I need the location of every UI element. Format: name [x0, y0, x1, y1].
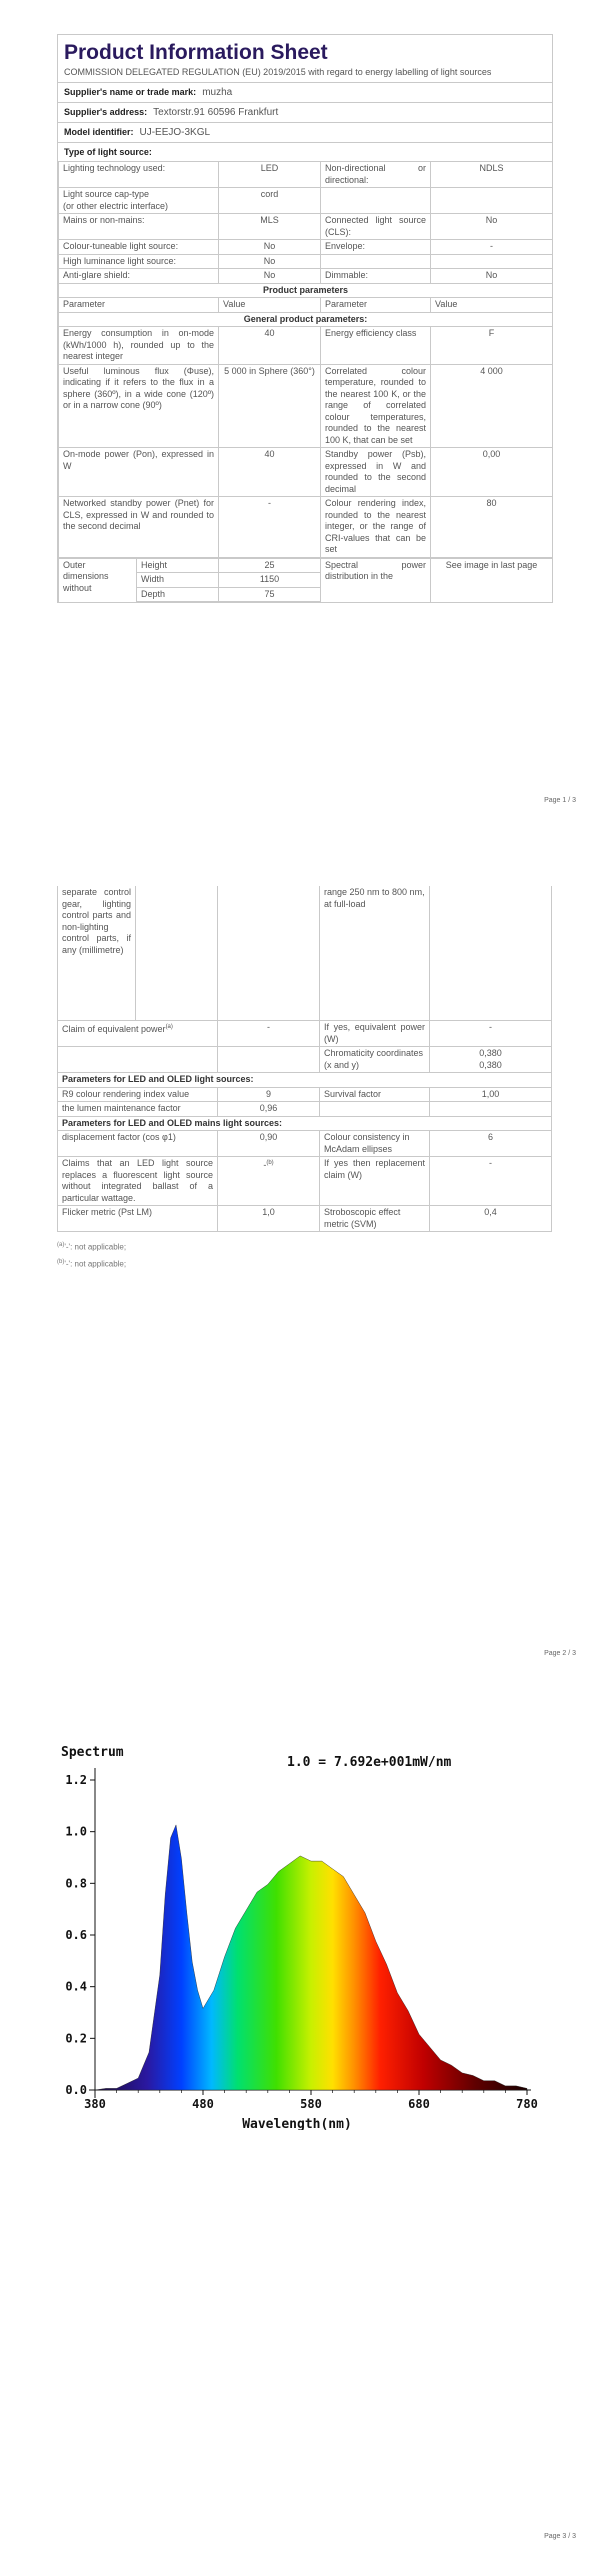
general-param-value: - [219, 497, 321, 558]
type-param-label: Lighting technology used: [59, 162, 219, 188]
model-value: UJ-EEJO-3KGL [139, 127, 211, 138]
product-parameters-heading: Product parameters [59, 283, 553, 298]
type-param-value-2 [431, 188, 553, 214]
type-param-label-2: Dimmable: [321, 269, 431, 284]
general-param-label-2: Colour rendering index, rounded to the nearest integer, or the range of CRI-values that can be set [321, 497, 431, 558]
col-value-2: Value [431, 298, 553, 313]
stroboscopic-label: Stroboscopic effect metric (SVM) [320, 1206, 430, 1232]
equivalent-power-value: - [218, 1021, 320, 1047]
empty-cell [218, 1047, 320, 1073]
chromaticity-value [430, 1047, 552, 1073]
general-param-value-2: 80 [431, 497, 553, 558]
x-tick-label: 680 [408, 2097, 430, 2111]
type-param-label: Anti-glare shield: [59, 269, 219, 284]
y-tick-label: 0.6 [65, 1928, 87, 1942]
info-sheet [57, 34, 553, 603]
footnote-mark-b: (b) [266, 1160, 274, 1166]
type-row [59, 214, 553, 240]
general-param-value-2: 4 000 [431, 364, 553, 448]
claims-value [218, 1157, 320, 1206]
supplier-address-value: Textorstr.91 60596 Frankfurt [153, 107, 279, 118]
stroboscopic-value: 0,4 [430, 1206, 552, 1232]
type-heading [58, 142, 552, 161]
general-param-label: Useful luminous flux (Φuse), indicating if it refers to the flux in a sphere (360º), in a wide cone (120º) or in a narrow cone (90º) [59, 364, 219, 448]
type-label: Type of light source: [64, 147, 152, 157]
y-tick-label: 0.2 [65, 2031, 87, 2046]
chart-title: Spectrum [61, 1745, 124, 1760]
type-param-label-2 [321, 188, 431, 214]
dimensions-table [58, 558, 553, 603]
empty-cell [58, 1047, 218, 1073]
y-tick-label: 0.0 [65, 2083, 87, 2097]
footnote-a-mark: (a) [57, 1242, 65, 1248]
type-param-label-2: Envelope: [321, 240, 431, 255]
equivalent-yes-label: If yes, equivalent power (W) [320, 1021, 430, 1047]
outer-dimensions-cont: separate control gear, lighting control parts and non-lighting control parts, if any (millimetre) [58, 886, 136, 1021]
spectral-value: See image in last page [431, 558, 553, 602]
type-param-value-2: NDLS [431, 162, 553, 188]
footnote-mark-a: (a) [165, 1024, 173, 1030]
lumen-value: 0,96 [218, 1102, 320, 1117]
type-row [59, 269, 553, 284]
general-param-row [59, 327, 553, 365]
empty-cell [218, 886, 320, 1021]
regulation-text: COMMISSION DELEGATED REGULATION (EU) 2019/2015 with regard to energy labelling of light sources [64, 67, 492, 77]
replacement-label: If yes then replacement claim (W) [320, 1157, 430, 1206]
empty-cell [320, 1102, 430, 1117]
page-2 [0, 870, 604, 1690]
dim-width-label: Width [137, 573, 219, 588]
model-row [58, 122, 552, 142]
general-param-label: On-mode power (Pon), expressed in W [59, 448, 219, 497]
type-param-value-2: No [431, 214, 553, 240]
model-label: Model identifier: [64, 127, 134, 137]
dim-height-label: Height [137, 558, 219, 573]
footnote-a-text: '-': not applicable; [64, 1242, 127, 1252]
replacement-value: - [430, 1157, 552, 1206]
supplier-address-row [58, 102, 552, 122]
supplier-name-label: Supplier's name or trade mark: [64, 87, 197, 97]
r9-value: 9 [218, 1087, 320, 1102]
page-footer-1: Page 1 / 3 [544, 797, 576, 804]
supplier-name-value: muzha [202, 87, 233, 98]
lumen-label: the lumen maintenance factor [58, 1102, 218, 1117]
chart-annotation: 1.0 = 7.692e+001mW/nm [287, 1755, 452, 1770]
footnotes [57, 1238, 551, 1271]
type-row [59, 240, 553, 255]
footnote-b-mark: (b) [57, 1258, 65, 1265]
footnote-a [57, 1238, 551, 1255]
footnote-b-text: '-': not applicable; [64, 1259, 127, 1269]
survival-label: Survival factor [320, 1087, 430, 1102]
general-parameters-heading: General product parameters: [59, 312, 553, 327]
type-param-value: No [219, 240, 321, 255]
x-tick-label: 480 [192, 2097, 214, 2111]
r9-label: R9 colour rendering index value [58, 1087, 218, 1102]
equivalent-power-claim [58, 1021, 218, 1047]
type-row [59, 188, 553, 214]
type-param-value-2: No [431, 269, 553, 284]
y-tick-label: 1.0 [65, 1824, 87, 1839]
spectral-label: Spectral power distribution in the [321, 558, 431, 602]
general-param-row [59, 497, 553, 558]
x-tick-label: 780 [516, 2097, 538, 2111]
y-tick-label: 0.8 [65, 1876, 87, 1891]
type-row [59, 254, 553, 269]
type-row [59, 162, 553, 188]
col-value: Value [219, 298, 321, 313]
general-param-label-2: Standby power (Psb), expressed in W and rounded to the second decimal [321, 448, 431, 497]
general-param-value: 40 [219, 448, 321, 497]
col-parameter-2: Parameter [321, 298, 431, 313]
survival-value: 1,00 [430, 1087, 552, 1102]
flicker-label: Flicker metric (Pst LM) [58, 1206, 218, 1232]
general-param-value-2: F [431, 327, 553, 365]
supplier-address-label: Supplier's address: [64, 107, 148, 117]
col-parameter: Parameter [59, 298, 219, 313]
y-tick-label: 1.2 [65, 1773, 87, 1787]
claims-value-text: - [263, 1160, 267, 1170]
type-param-value: LED [219, 162, 321, 188]
empty-cell [430, 886, 552, 1021]
page-title: Product Information Sheet [64, 41, 328, 64]
x-tick-label: 380 [84, 2097, 106, 2111]
type-param-label: Mains or non-mains: [59, 214, 219, 240]
type-param-value: cord [219, 188, 321, 214]
led-parameters-heading: Parameters for LED and OLED light sources: [58, 1073, 552, 1088]
type-param-value: No [219, 254, 321, 269]
displacement-value: 0,90 [218, 1131, 320, 1157]
displacement-label: displacement factor (cos φ1) [58, 1131, 218, 1157]
page-footer-3: Page 3 / 3 [544, 2533, 576, 2540]
type-param-label-2 [321, 254, 431, 269]
parameters-table [58, 161, 553, 558]
page-3 [0, 1740, 604, 2560]
equivalent-power-label: Claim of equivalent power [62, 1024, 166, 1034]
type-param-label-2: Non-directional or directional: [321, 162, 431, 188]
dim-depth-label: Depth [137, 587, 219, 602]
general-param-value-2: 0,00 [431, 448, 553, 497]
dim-depth-value: 75 [219, 587, 321, 602]
flicker-value: 1,0 [218, 1206, 320, 1232]
y-tick-label: 0.4 [65, 1979, 87, 1994]
chromaticity-x: 0,380 [479, 1048, 502, 1058]
general-param-label-2: Energy efficiency class [321, 327, 431, 365]
outer-dimensions-label: Outer dimensions without [59, 558, 137, 602]
spectrum-chart [57, 1740, 551, 2130]
type-param-value-2: - [431, 240, 553, 255]
general-param-row [59, 448, 553, 497]
type-param-label-2: Connected light source (CLS): [321, 214, 431, 240]
general-param-value: 5 000 in Sphere (360°) [219, 364, 321, 448]
equivalent-yes-value: - [430, 1021, 552, 1047]
x-axis-label: Wavelength(nm) [242, 2117, 352, 2130]
dim-height-value: 25 [219, 558, 321, 573]
chromaticity-label: Chromaticity coordinates (x and y) [320, 1047, 430, 1073]
spectral-cont: range 250 nm to 800 nm, at full-load [320, 886, 430, 1021]
empty-cell [430, 1102, 552, 1117]
consistency-label: Colour consistency in McAdam ellipses [320, 1131, 430, 1157]
general-param-value: 40 [219, 327, 321, 365]
consistency-value: 6 [430, 1131, 552, 1157]
general-param-label: Networked standby power (Pnet) for CLS, expressed in W and rounded to the second decimal [59, 497, 219, 558]
dim-width-value: 1150 [219, 573, 321, 588]
type-param-label: Colour-tuneable light source: [59, 240, 219, 255]
empty-cell [136, 886, 218, 1021]
footnote-b [57, 1255, 551, 1272]
mains-parameters-heading: Parameters for LED and OLED mains light sources: [58, 1116, 552, 1131]
type-param-value-2 [431, 254, 553, 269]
general-param-label-2: Correlated colour temperature, rounded to the nearest 100 K, or the range of correlated colour temperatures, rounded to the nearest 100 K, that can be set [321, 364, 431, 448]
type-param-label: High luminance light source: [59, 254, 219, 269]
type-param-value: MLS [219, 214, 321, 240]
chromaticity-y: 0,380 [479, 1059, 502, 1070]
general-param-row [59, 364, 553, 448]
type-param-value: No [219, 269, 321, 284]
x-tick-label: 580 [300, 2097, 322, 2111]
page-footer-2: Page 2 / 3 [544, 1650, 576, 1657]
type-param-label: Light source cap-type (or other electric interface) [59, 188, 219, 214]
claims-label: Claims that an LED light source replaces a fluorescent light source without integrated ballast of a particular wattage. [58, 1157, 218, 1206]
page-1 [0, 0, 604, 820]
parameters-table-continued [57, 886, 552, 1232]
info-sheet-continued [57, 886, 551, 1271]
general-param-label: Energy consumption in on-mode (kWh/1000 h), rounded up to the nearest integer [59, 327, 219, 365]
supplier-name-row [58, 82, 552, 102]
